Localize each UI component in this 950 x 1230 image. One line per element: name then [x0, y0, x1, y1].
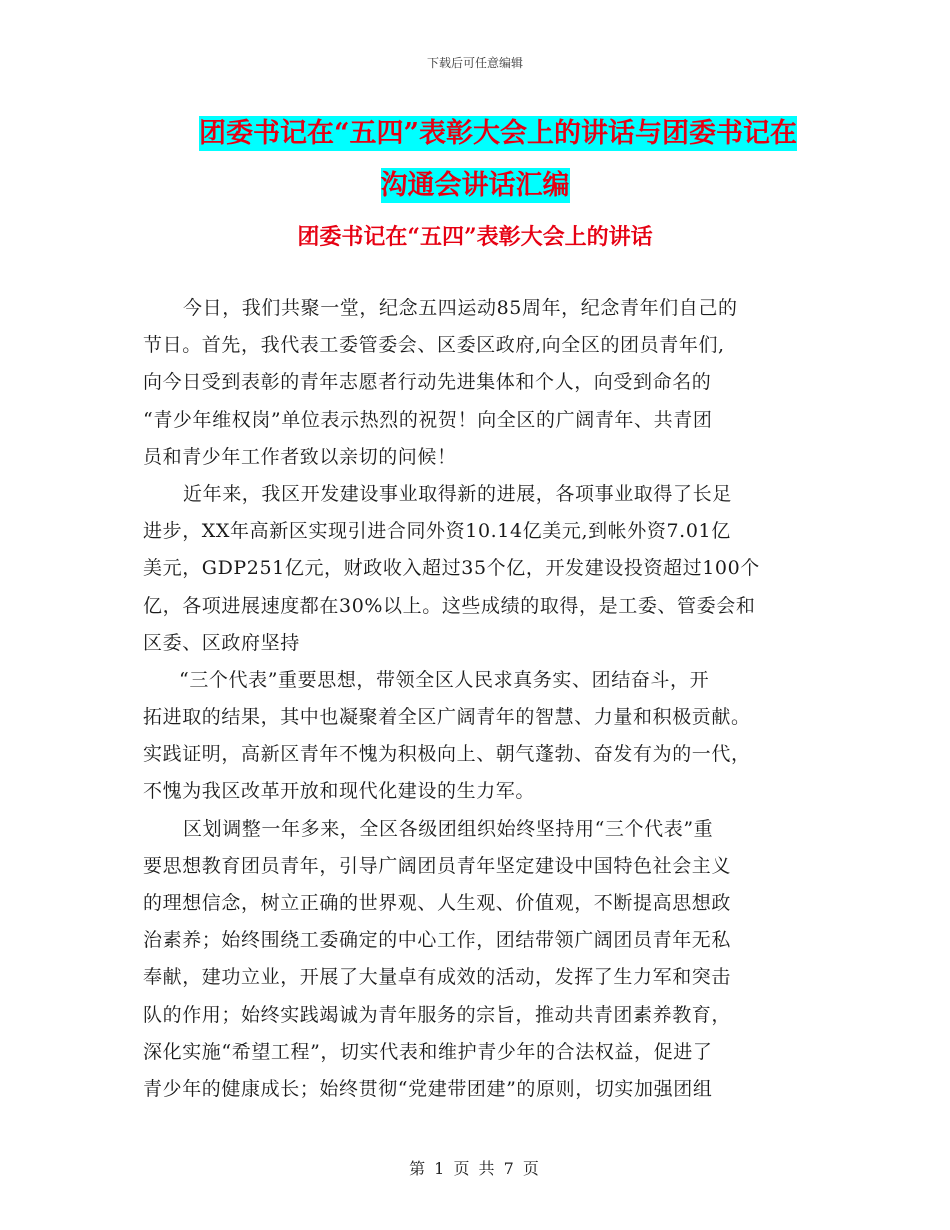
page-footer: 第 1 页 共 7 页	[409, 1159, 541, 1178]
text-line: 近年来，我区开发建设事业取得新的进展，各项事业取得了长足	[183, 482, 732, 505]
text-line: 今日，我们共聚一堂，纪念五四运动85周年，纪念青年们自己的	[183, 297, 738, 319]
text-line: 不愧为我区改革开放和现代化建设的生力军。	[143, 780, 536, 803]
text-line: 队的作用；始终实践竭诚为青年服务的宗旨，推动共青团素养教育，	[143, 1003, 732, 1026]
body-text	[143, 290, 803, 1108]
text-line: 要思想教育团员青年，引导广阔团员青年坚定建设中国特色社会主义	[143, 854, 732, 877]
text-line: 员和青少年工作者致以亲切的问候！	[143, 445, 457, 468]
text-line: 实践证明，高新区青年不愧为积极向上、朝气蓬勃、奋发有为的一代，	[143, 743, 751, 766]
text-line: “青少年维权岗”单位表示热烈的祝贺！向全区的广阔青年、共青团	[143, 408, 713, 431]
text-line: 进步，XX年高新区实现引进合同外资10.14亿美元,到帐外资7.01亿	[143, 520, 731, 543]
text-line: 向今日受到表彰的青年志愿者行动先进集体和个人，向受到命名的	[143, 371, 712, 394]
text-line: 亿，各项进展速度都在30%以上。这些成绩的取得，是工委、管委会和	[143, 594, 756, 617]
text-line: 深化实施“希望工程”，切实代表和维护青少年的合法权益，促进了	[143, 1040, 713, 1063]
text-line: 节日。首先，我代表工委管委会、区委区政府,向全区的团员青年们,	[143, 334, 725, 357]
text-line: “三个代表”重要思想，带领全区人民求真务实、团结奋斗，开	[179, 668, 710, 691]
text-line: 区委、区政府坚持	[143, 631, 300, 654]
text-line: 的理想信念，树立正确的世界观、人生观、价值观，不断提高思想政	[143, 892, 732, 914]
document-title	[0, 108, 950, 212]
text-line: 区划调整一年多来，全区各级团组织始终坚持用“三个代表”重	[183, 817, 714, 840]
title-line-2: 沟通会讲话汇编	[380, 170, 570, 201]
section-title: 团委书记在“五四”表彰大会上的讲话	[297, 224, 653, 250]
title-line-1: 团委书记在“五四”表彰大会上的讲话与团委书记在	[198, 118, 798, 149]
text-line: 治素养；始终围绕工委确定的中心工作，团结带领广阔团员青年无私	[143, 929, 732, 952]
text-line: 美元，GDP251亿元，财政收入超过35个亿，开发建设投资超过100个	[143, 557, 760, 580]
text-line: 拓进取的结果，其中也凝聚着全区广阔青年的智慧、力量和积极贡献。	[143, 706, 751, 729]
text-line: 奉献，建功立业，开展了大量卓有成效的活动，发挥了生力军和突击	[143, 966, 732, 989]
header-note: 下载后可任意编辑	[426, 56, 523, 70]
text-line: 青少年的健康成长；始终贯彻“党建带团建”的原则，切实加强团组	[143, 1077, 713, 1100]
